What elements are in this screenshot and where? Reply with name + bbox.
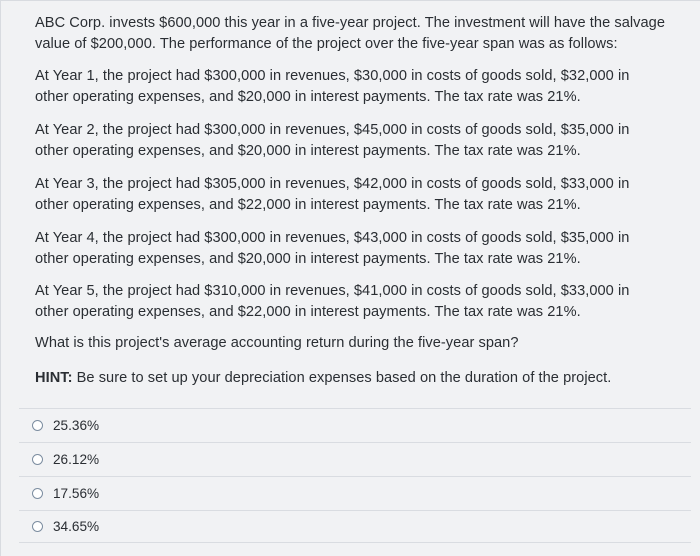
- hint-label: HINT:: [35, 370, 73, 386]
- answer-option-label: 26.12%: [53, 451, 100, 467]
- answer-option[interactable]: [19, 408, 691, 441]
- year-2-description: At Year 2, the project had $300,000 in revenues, $45,000 in costs of goods sold, $35,000 in other operating expenses, and $20,000 in interest payments. The tax rate was 21%.: [35, 122, 630, 159]
- answer-option[interactable]: [19, 442, 691, 475]
- answer-option[interactable]: [19, 510, 691, 543]
- hint-text: Be sure to set up your depreciation expenses based on the duration of the project.: [72, 370, 612, 386]
- radio-button-icon[interactable]: [32, 454, 43, 465]
- answer-option-label: 17.56%: [53, 485, 100, 501]
- answer-option-label: 34.65%: [53, 519, 100, 534]
- year-3-description: At Year 3, the project had $305,000 in revenues, $42,000 in costs of goods sold, $33,000 in other operating expenses, and $22,000 in interest payments. The tax rate was 21%.: [35, 176, 630, 213]
- year-4-description: At Year 4, the project had $300,000 in revenues, $43,000 in costs of goods sold, $35,000 in other operating expenses, and $20,000 in interest payments. The tax rate was 21%.: [35, 230, 630, 267]
- year-5-description: At Year 5, the project had $310,000 in revenues, $41,000 in costs of goods sold, $33,000 in other operating expenses, and $22,000 in interest payments. The tax rate was 21%.: [35, 283, 630, 320]
- radio-button-icon[interactable]: [32, 420, 43, 431]
- answer-option-label: 25.36%: [53, 417, 100, 433]
- radio-button-icon[interactable]: [32, 521, 43, 532]
- answer-option[interactable]: [19, 476, 691, 509]
- question-intro: ABC Corp. invests $600,000 this year in a five-year project. The investment will have the salvage value of $200,000. The performance of the project over the five-year span was as follows:: [35, 15, 665, 52]
- question-prompt: What is this project's average accounting return during the five-year span?: [35, 335, 519, 351]
- radio-button-icon[interactable]: [32, 488, 43, 499]
- hint: [35, 368, 611, 389]
- year-1-description: At Year 1, the project had $300,000 in revenues, $30,000 in costs of goods sold, $32,000 in other operating expenses, and $20,000 in interest payments. The tax rate was 21%.: [35, 68, 630, 105]
